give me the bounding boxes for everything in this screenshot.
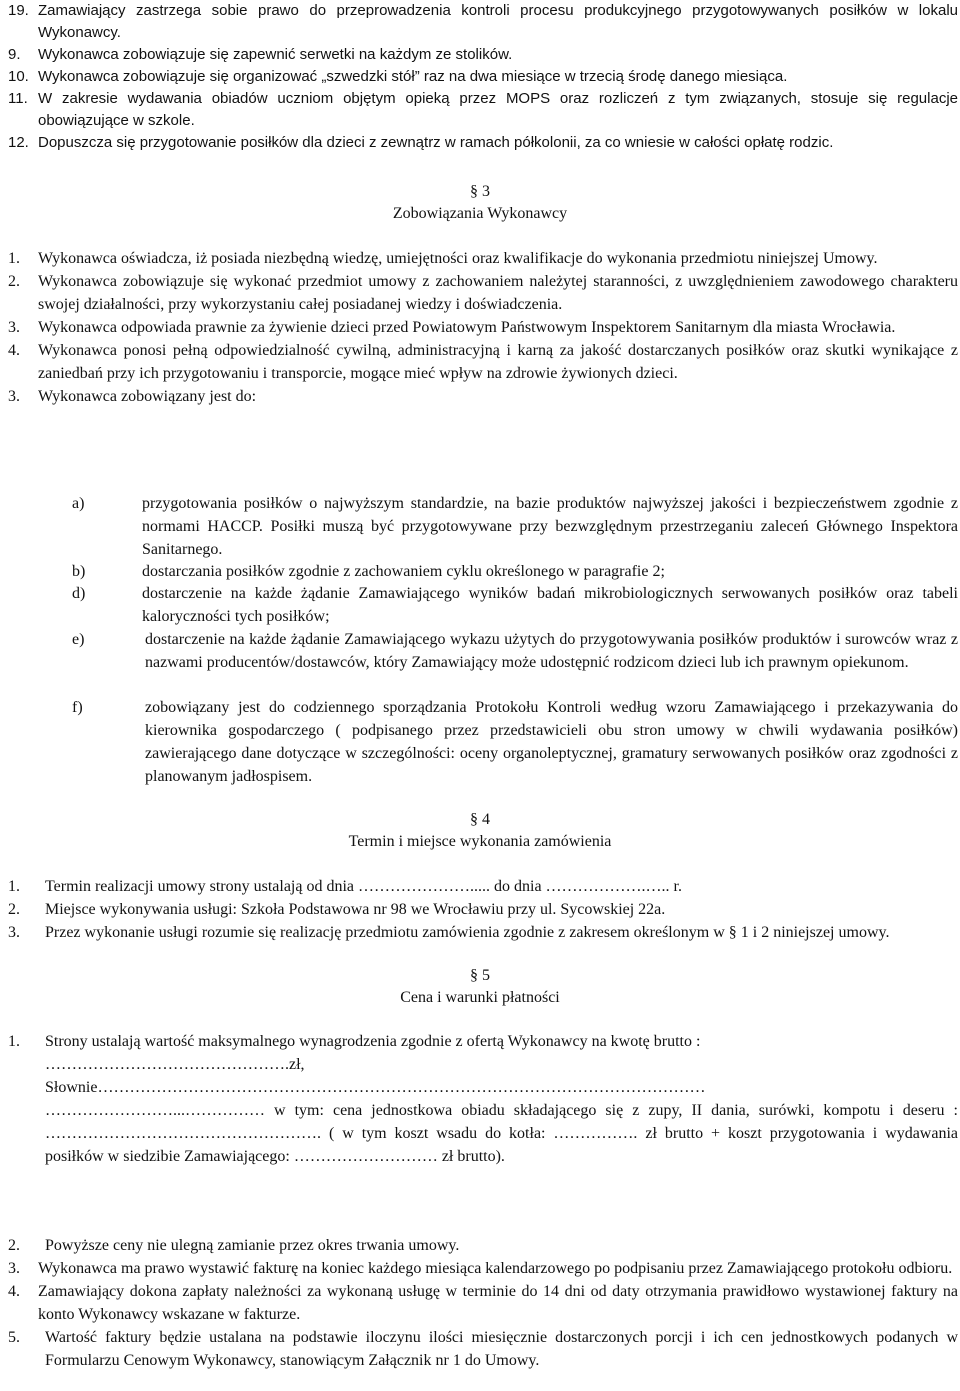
list-item — [8, 1257, 958, 1280]
item-number: 3. — [8, 388, 20, 405]
sub-item-text: dostarczenie na każde żądanie Zamawiającego wyników badań mikrobiologicznych serwowanych posiłków oraz tabeli kaloryczności tych posiłków; — [142, 585, 958, 625]
item-number: 1. — [8, 1033, 20, 1050]
payment-item-1 — [8, 1030, 958, 1168]
sub-item-text: zobowiązany jest do codziennego sporządzania Protokołu Kontroli według wzoru Zamawiającego i przekazywania do kierownika gospodarczego ( podpisanego przez przedstawicieli obu stron umowy w chwili wydawania posiłków) zawierającego dane dotyczące w szczególności: oceny organoleptycznej, gramatury serwowanych posiłków oraz zgodności z planowanym jadłospisem. — [145, 699, 958, 785]
list-item — [8, 44, 958, 66]
item-text: Wykonawca zobowiązuje się wykonać przedmiot umowy z zachowaniem należytej staranności, z uwzględnieniem zawodowego charakteru swojej działalności, przy wykorzystaniu całej posiadanej wiedzy i doświadczenia. — [38, 273, 958, 313]
section-title: Zobowiązania Wykonawcy — [392, 205, 568, 222]
item-number: 4. — [8, 342, 20, 359]
list-item — [8, 1280, 958, 1326]
top-list — [8, 0, 958, 154]
section4-list — [8, 875, 958, 944]
item-number: 19. — [8, 2, 29, 19]
section-mark: § 4 — [470, 811, 490, 828]
sub-item-text: przygotowania posiłków o najwyższym standardzie, na bazie produktów najwyższej jakości i bezpieczeństwem zgodnie z normami HACCP. Posiłki muszą być przygotowywane przy bezwzględnym przestrzeganiu zaleceń Głównego Inspektora Sanitarnego. — [142, 495, 958, 558]
item-text: Dopuszcza się przygotowanie posiłków dla dzieci z zewnątrz w ramach półkolonii, za co wniesie w całości opłatę rodzic. — [38, 134, 834, 151]
item-text: Powyższe ceny nie ulegną zamianie przez okres trwania umowy. — [45, 1237, 460, 1254]
sub-item-letter: a) — [72, 495, 85, 512]
list-item — [8, 1234, 958, 1257]
section5-list — [8, 1234, 958, 1372]
item-text: Wykonawca zobowiązuje się organizować „szwedzki stół” raz na dwa miesiące w trzecią środę danego miesiąca. — [38, 68, 788, 85]
item-number: 1. — [8, 250, 20, 267]
item-number: 3. — [8, 1260, 20, 1277]
list-item — [8, 898, 958, 921]
sub-item-text: dostarczania posiłków zgodnie z zachowaniem cyklu określonego w paragrafie 2; — [142, 563, 665, 580]
item-text: Zamawiający dokona zapłaty należności za wykonaną usługę w terminie do 14 dni od daty otrzymania prawidłowo wystawionej faktury na konto Wykonawcy wskazane w fakturze. — [38, 1283, 958, 1323]
list-item — [8, 270, 958, 316]
item-number: 9. — [8, 46, 21, 63]
section3-list — [8, 247, 958, 408]
item-text: Miejsce wykonywania usługi: Szkoła Podstawowa nr 98 we Wrocławiu przy ul. Sycowskiej 22a. — [45, 901, 666, 918]
item-text: Wykonawca zobowiązuje się zapewnić serwetki na każdym ze stolików. — [38, 46, 513, 63]
item-text: Zamawiający zastrzega sobie prawo do przeprowadzenia kontroli procesu produkcyjnego przygotowywanych posiłków w lokalu Wykonawcy. — [38, 2, 958, 41]
item-text: Przez wykonanie usługi rozumie się realizację przedmiotu zamówienia zgodnie z zakresem określonym w § 1 i 2 niniejszej umowy. — [45, 924, 890, 941]
item-text: Termin realizacji umowy strony ustalają od dnia …………………..... do dnia ……………….….. r. — [45, 878, 682, 895]
item-text: Wykonawca odpowiada prawnie za żywienie dzieci przed Powiatowym Państwowym Inspektorem Sanitarnym dla miasta Wrocławia. — [38, 319, 896, 336]
list-item — [8, 316, 958, 339]
item-number: 3. — [8, 924, 20, 941]
item-number: 2. — [8, 273, 20, 290]
item-number: 5. — [8, 1329, 20, 1346]
item-number: 12. — [8, 134, 29, 151]
item-number: 3. — [8, 319, 20, 336]
item-text: Wykonawca zobowiązany jest do: — [38, 388, 257, 405]
sub-item-letter: b) — [72, 563, 86, 580]
item-number: 2. — [8, 901, 20, 918]
list-item — [8, 875, 958, 898]
item-text: Wykonawca oświadcza, iż posiada niezbędną wiedzę, umiejętności oraz kwalifikacje do wykonania przedmiotu niniejszej Umowy. — [38, 250, 878, 267]
list-item — [8, 247, 958, 270]
sub-item-letter: d) — [72, 585, 86, 602]
section-title: Termin i miejsce wykonania zamówienia — [348, 833, 612, 850]
sub-item-letter: e) — [72, 631, 85, 648]
amount-blank: ……………………………………….zł, — [45, 1056, 305, 1073]
sub-item — [72, 492, 958, 561]
item-number: 10. — [8, 68, 29, 85]
item-text: Wykonawca ma prawo wystawić fakturę na koniec każdego miesiąca kalendarzowego po podpisaniu przez Zamawiającego protokołu odbioru. — [38, 1260, 953, 1277]
unit-price-details: ……………………...…………… w tym: cena jednostkowa obiadu składającego się z zupy, II dania, surówki, kompotu i deseru : ……………………………………………. ( w tym koszt wsadu do kotła: ……………. zł brutto + koszt przygotowania i wydawania posiłków w siedzibie Zamawiającego: ……………………… zł brutto). — [45, 1102, 958, 1165]
item-text: W zakresie wydawania obiadów uczniom objętym opieką przez MOPS oraz rozliczeń z tym związanych, stosuje się regulacje obowiązujące w szkole. — [38, 90, 958, 129]
item-number: 1. — [8, 878, 20, 895]
section-title: Cena i warunki płatności — [400, 989, 560, 1006]
sub-item-text: dostarczenie na każde żądanie Zamawiającego wykazu użytych do przygotowywania posiłków produktów i surowców wraz z nazwami producentów/dostawców, który Zamawiający może udostępnić rodzicom dzieci lub ich prawnym opiekunom. — [145, 631, 958, 671]
section-mark: § 3 — [470, 183, 490, 200]
list-item — [8, 88, 958, 132]
list-item — [8, 385, 958, 408]
sub-item — [72, 582, 958, 628]
list-item — [8, 0, 958, 44]
list-item — [8, 921, 958, 944]
sub-item-letter: f) — [72, 699, 83, 716]
list-item — [8, 1030, 958, 1168]
amount-line: Strony ustalają wartość maksymalnego wynagrodzenia zgodnie z ofertą Wykonawcy na kwotę brutto : — [45, 1033, 701, 1050]
item-text — [45, 1030, 958, 1168]
amount-in-words: Słownie…………………………………………………………………………………………………… — [45, 1079, 706, 1096]
list-item — [8, 339, 958, 385]
section-mark: § 5 — [470, 967, 490, 984]
item-text: Wartość faktury będzie ustalana na podstawie iloczynu ilości miesięcznie dostarczonych porcji i ich cen jednostkowych podanych w Formularzu Cenowym Wykonawcy, stanowiącym Załącznik nr 1 do Umowy. — [45, 1329, 958, 1369]
sub-item — [72, 560, 958, 583]
sub-item — [72, 696, 958, 788]
list-item — [8, 66, 958, 88]
list-item — [8, 1326, 958, 1372]
item-number: 11. — [8, 90, 28, 107]
item-number: 2. — [8, 1237, 20, 1254]
item-text: Wykonawca ponosi pełną odpowiedzialność cywilną, administracyjną i karną za jakość dostarczanych posiłków oraz skutki wynikające z zaniedbań przy ich przygotowaniu i transporcie, mogące mieć wpływ na zdrowie żywionych dzieci. — [38, 342, 958, 382]
item-number: 4. — [8, 1283, 20, 1300]
list-item — [8, 132, 958, 154]
sub-item — [72, 628, 958, 674]
